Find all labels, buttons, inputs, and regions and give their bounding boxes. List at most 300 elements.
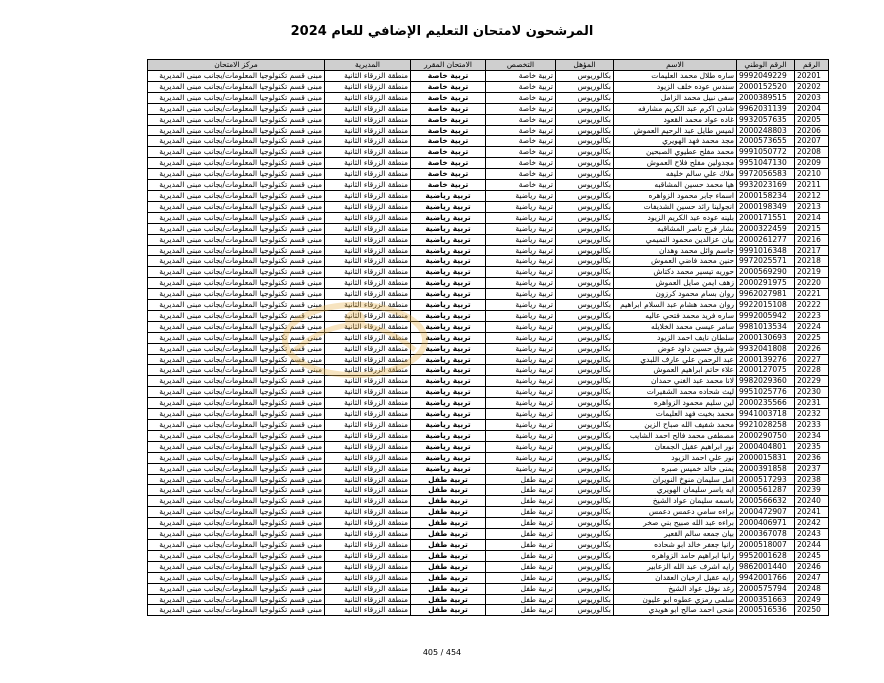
cell-spec: تربية طفل <box>486 518 556 529</box>
cell-exam: تربية خاصة <box>411 125 486 136</box>
cell-seq: 20227 <box>795 354 829 365</box>
cell-center: مبنى قسم تكنولوجيا المعلومات/بجانب مبنى المديرية <box>148 289 325 300</box>
table-row <box>148 463 829 474</box>
cell-center: مبنى قسم تكنولوجيا المعلومات/بجانب مبنى المديرية <box>148 201 325 212</box>
cell-qual: بكالوريوس <box>556 267 614 278</box>
cell-name: بيان جمعه سالم القعير <box>614 529 737 540</box>
cell-name: محمد شفيف الله صباح الزين <box>614 420 737 431</box>
cell-spec: تربية خاصة <box>486 158 556 169</box>
cell-center: مبنى قسم تكنولوجيا المعلومات/بجانب مبنى المديرية <box>148 594 325 605</box>
cell-name: روان بسام محمود كرزون <box>614 289 737 300</box>
cell-center: مبنى قسم تكنولوجيا المعلومات/بجانب مبنى المديرية <box>148 409 325 420</box>
cell-dir: منطقة الزرقاء الثانية <box>325 441 411 452</box>
page-title: المرشحون لامتحان التعليم الإضافي للعام 2024 <box>290 24 594 39</box>
cell-exam: تربية خاصة <box>411 180 486 191</box>
cell-spec: تربية رياضية <box>486 278 556 289</box>
table-row <box>148 147 829 158</box>
cell-name: ساره طلال محمد العليمات <box>614 71 737 82</box>
cell-dir: منطقة الزرقاء الثانية <box>325 147 411 158</box>
cell-nid: 2000130693 <box>737 332 795 343</box>
table-row <box>148 190 829 201</box>
cell-spec: تربية طفل <box>486 485 556 496</box>
cell-seq: 20242 <box>795 518 829 529</box>
cell-seq: 20207 <box>795 136 829 147</box>
cell-dir: منطقة الزرقاء الثانية <box>325 103 411 114</box>
table-row <box>148 398 829 409</box>
cell-nid: 9951025776 <box>737 387 795 398</box>
cell-dir: منطقة الزرقاء الثانية <box>325 321 411 332</box>
page-number: 405 / 454 <box>422 648 462 657</box>
cell-qual: بكالوريوس <box>556 496 614 507</box>
cell-seq: 20234 <box>795 430 829 441</box>
cell-seq: 20235 <box>795 441 829 452</box>
cell-center: مبنى قسم تكنولوجيا المعلومات/بجانب مبنى المديرية <box>148 180 325 191</box>
cell-qual: بكالوريوس <box>556 321 614 332</box>
cell-qual: بكالوريوس <box>556 278 614 289</box>
cell-qual: بكالوريوس <box>556 234 614 245</box>
cell-center: مبنى قسم تكنولوجيا المعلومات/بجانب مبنى المديرية <box>148 278 325 289</box>
cell-seq: 20240 <box>795 496 829 507</box>
cell-qual: بكالوريوس <box>556 223 614 234</box>
cell-exam: تربية رياضية <box>411 441 486 452</box>
cell-qual: بكالوريوس <box>556 409 614 420</box>
cell-seq: 20208 <box>795 147 829 158</box>
cell-nid: 9991050772 <box>737 147 795 158</box>
cell-seq: 20202 <box>795 81 829 92</box>
cell-nid: 9992005942 <box>737 310 795 321</box>
cell-dir: منطقة الزرقاء الثانية <box>325 539 411 550</box>
cell-spec: تربية رياضية <box>486 354 556 365</box>
cell-exam: تربية رياضية <box>411 365 486 376</box>
cell-name: مجدولين مفلح فلاح العموش <box>614 158 737 169</box>
cell-qual: بكالوريوس <box>556 572 614 583</box>
cell-qual: بكالوريوس <box>556 103 614 114</box>
cell-dir: منطقة الزرقاء الثانية <box>325 169 411 180</box>
cell-exam: تربية رياضية <box>411 190 486 201</box>
cell-center: مبنى قسم تكنولوجيا المعلومات/بجانب مبنى المديرية <box>148 212 325 223</box>
cell-seq: 20225 <box>795 332 829 343</box>
cell-dir: منطقة الزرقاء الثانية <box>325 376 411 387</box>
cell-nid: 2000235566 <box>737 398 795 409</box>
table-row <box>148 376 829 387</box>
cell-seq: 20217 <box>795 245 829 256</box>
cell-dir: منطقة الزرقاء الثانية <box>325 485 411 496</box>
table-row <box>148 267 829 278</box>
cell-spec: تربية رياضية <box>486 310 556 321</box>
cell-nid: 2000322459 <box>737 223 795 234</box>
cell-center: مبنى قسم تكنولوجيا المعلومات/بجانب مبنى المديرية <box>148 343 325 354</box>
cell-spec: تربية رياضية <box>486 376 556 387</box>
cell-seq: 20226 <box>795 343 829 354</box>
cell-spec: تربية رياضية <box>486 441 556 452</box>
cell-qual: بكالوريوس <box>556 114 614 125</box>
column-header-seq: الرقم <box>795 60 829 71</box>
cell-name: اسماء جابر محمود الزواهره <box>614 190 737 201</box>
cell-center: مبنى قسم تكنولوجيا المعلومات/بجانب مبنى المديرية <box>148 310 325 321</box>
cell-nid: 9992049229 <box>737 71 795 82</box>
cell-center: مبنى قسم تكنولوجيا المعلومات/بجانب مبنى المديرية <box>148 136 325 147</box>
cell-nid: 2000367078 <box>737 529 795 540</box>
cell-nid: 9972025571 <box>737 256 795 267</box>
cell-exam: تربية خاصة <box>411 147 486 158</box>
cell-name: غاده عواد محمد القعود <box>614 114 737 125</box>
cell-name: زهف ايمن صايل العموش <box>614 278 737 289</box>
cell-qual: بكالوريوس <box>556 245 614 256</box>
cell-dir: منطقة الزرقاء الثانية <box>325 158 411 169</box>
cell-name: مصطفى محمد فالح احمد الشايب <box>614 430 737 441</box>
cell-exam: تربية خاصة <box>411 136 486 147</box>
cell-seq: 20203 <box>795 92 829 103</box>
cell-center: مبنى قسم تكنولوجيا المعلومات/بجانب مبنى المديرية <box>148 125 325 136</box>
cell-spec: تربية طفل <box>486 572 556 583</box>
cell-seq: 20237 <box>795 463 829 474</box>
cell-nid: 9932057635 <box>737 114 795 125</box>
cell-nid: 2000248803 <box>737 125 795 136</box>
column-header-directorate: المديرية <box>325 60 411 71</box>
cell-center: مبنى قسم تكنولوجيا المعلومات/بجانب مبنى المديرية <box>148 474 325 485</box>
table-row <box>148 441 829 452</box>
cell-name: رايه عقيل ارخيان العقدان <box>614 572 737 583</box>
table-row <box>148 572 829 583</box>
cell-center: مبنى قسم تكنولوجيا المعلومات/بجانب مبنى المديرية <box>148 245 325 256</box>
cell-qual: بكالوريوس <box>556 452 614 463</box>
cell-name: شادن اكرم عبد الكريم مشارفه <box>614 103 737 114</box>
cell-name: يمنى خالد خميس صبره <box>614 463 737 474</box>
cell-dir: منطقة الزرقاء الثانية <box>325 201 411 212</box>
cell-exam: تربية خاصة <box>411 114 486 125</box>
cell-qual: بكالوريوس <box>556 507 614 518</box>
cell-name: سفى نبيل محمد الزامل <box>614 92 737 103</box>
cell-qual: بكالوريوس <box>556 485 614 496</box>
cell-name: هيا محمد حسين المشاقبه <box>614 180 737 191</box>
cell-name: علاء حاتم ابراهيم العموش <box>614 365 737 376</box>
cell-spec: تربية رياضية <box>486 452 556 463</box>
cell-spec: تربية رياضية <box>486 212 556 223</box>
cell-exam: تربية خاصة <box>411 158 486 169</box>
cell-center: مبنى قسم تكنولوجيا المعلومات/بجانب مبنى المديرية <box>148 507 325 518</box>
cell-spec: تربية خاصة <box>486 147 556 158</box>
cell-nid: 9862001440 <box>737 561 795 572</box>
cell-exam: تربية خاصة <box>411 71 486 82</box>
cell-nid: 2000152520 <box>737 81 795 92</box>
cell-dir: منطقة الزرقاء الثانية <box>325 452 411 463</box>
cell-dir: منطقة الزرقاء الثانية <box>325 474 411 485</box>
cell-nid: 9932041808 <box>737 343 795 354</box>
cell-dir: منطقة الزرقاء الثانية <box>325 245 411 256</box>
cell-center: مبنى قسم تكنولوجيا المعلومات/بجانب مبنى المديرية <box>148 387 325 398</box>
cell-qual: بكالوريوس <box>556 430 614 441</box>
cell-qual: بكالوريوس <box>556 158 614 169</box>
cell-seq: 20243 <box>795 529 829 540</box>
cell-center: مبنى قسم تكنولوجيا المعلومات/بجانب مبنى المديرية <box>148 463 325 474</box>
cell-seq: 20246 <box>795 561 829 572</box>
cell-qual: بكالوريوس <box>556 81 614 92</box>
cell-name: جاسم وائل محمد وهدان <box>614 245 737 256</box>
cell-center: مبنى قسم تكنولوجيا المعلومات/بجانب مبنى المديرية <box>148 354 325 365</box>
cell-name: بشار فرج ناصر المشاقبه <box>614 223 737 234</box>
cell-seq: 20220 <box>795 278 829 289</box>
cell-center: مبنى قسم تكنولوجيا المعلومات/بجانب مبنى المديرية <box>148 496 325 507</box>
cell-nid: 9922015108 <box>737 300 795 311</box>
table-row <box>148 561 829 572</box>
cell-dir: منطقة الزرقاء الثانية <box>325 81 411 92</box>
table-row <box>148 365 829 376</box>
cell-center: مبنى قسم تكنولوجيا المعلومات/بجانب مبنى المديرية <box>148 300 325 311</box>
cell-exam: تربية طفل <box>411 605 486 616</box>
cell-nid: 9951047130 <box>737 158 795 169</box>
cell-name: حنين محمد فاضي العموش <box>614 256 737 267</box>
cell-nid: 2000566632 <box>737 496 795 507</box>
cell-seq: 20215 <box>795 223 829 234</box>
cell-nid: 9982029360 <box>737 376 795 387</box>
cell-nid: 2000351663 <box>737 594 795 605</box>
cell-qual: بكالوريوس <box>556 376 614 387</box>
cell-spec: تربية رياضية <box>486 332 556 343</box>
cell-dir: منطقة الزرقاء الثانية <box>325 343 411 354</box>
cell-qual: بكالوريوس <box>556 332 614 343</box>
table-row <box>148 114 829 125</box>
cell-exam: تربية خاصة <box>411 169 486 180</box>
table-row <box>148 507 829 518</box>
cell-qual: بكالوريوس <box>556 463 614 474</box>
table-row <box>148 420 829 431</box>
cell-dir: منطقة الزرقاء الثانية <box>325 572 411 583</box>
cell-spec: تربية رياضية <box>486 365 556 376</box>
table-row <box>148 583 829 594</box>
cell-center: مبنى قسم تكنولوجيا المعلومات/بجانب مبنى المديرية <box>148 561 325 572</box>
cell-dir: منطقة الزرقاء الثانية <box>325 409 411 420</box>
cell-center: مبنى قسم تكنولوجيا المعلومات/بجانب مبنى المديرية <box>148 114 325 125</box>
cell-nid: 2000158234 <box>737 190 795 201</box>
cell-exam: تربية خاصة <box>411 103 486 114</box>
cell-dir: منطقة الزرقاء الثانية <box>325 420 411 431</box>
cell-spec: تربية طفل <box>486 583 556 594</box>
cell-spec: تربية خاصة <box>486 125 556 136</box>
cell-spec: تربية خاصة <box>486 71 556 82</box>
cell-dir: منطقة الزرقاء الثانية <box>325 605 411 616</box>
table-header-row <box>148 60 829 71</box>
cell-spec: تربية خاصة <box>486 103 556 114</box>
table-row <box>148 387 829 398</box>
cell-qual: بكالوريوس <box>556 550 614 561</box>
cell-exam: تربية طفل <box>411 583 486 594</box>
cell-dir: منطقة الزرقاء الثانية <box>325 365 411 376</box>
cell-qual: بكالوريوس <box>556 605 614 616</box>
table-row <box>148 354 829 365</box>
cell-spec: تربية رياضية <box>486 289 556 300</box>
cell-name: رايه اشرف عبد الله الزعابير <box>614 561 737 572</box>
cell-exam: تربية رياضية <box>411 430 486 441</box>
cell-seq: 20219 <box>795 267 829 278</box>
cell-seq: 20250 <box>795 605 829 616</box>
cell-spec: تربية رياضية <box>486 256 556 267</box>
cell-exam: تربية رياضية <box>411 332 486 343</box>
cell-center: مبنى قسم تكنولوجيا المعلومات/بجانب مبنى المديرية <box>148 223 325 234</box>
cell-spec: تربية طفل <box>486 561 556 572</box>
cell-qual: بكالوريوس <box>556 190 614 201</box>
cell-nid: 9942001766 <box>737 572 795 583</box>
cell-nid: 2000291975 <box>737 278 795 289</box>
cell-spec: تربية رياضية <box>486 409 556 420</box>
cell-nid: 2000516536 <box>737 605 795 616</box>
cell-exam: تربية رياضية <box>411 343 486 354</box>
cell-center: مبنى قسم تكنولوجيا المعلومات/بجانب مبنى المديرية <box>148 583 325 594</box>
cell-exam: تربية رياضية <box>411 463 486 474</box>
cell-spec: تربية رياضية <box>486 387 556 398</box>
column-header-scheduled-exam: الامتحان المقرر <box>411 60 486 71</box>
cell-qual: بكالوريوس <box>556 518 614 529</box>
column-header-specialization: التخصص <box>486 60 556 71</box>
cell-name: ملاك علي سالم خليفه <box>614 169 737 180</box>
cell-dir: منطقة الزرقاء الثانية <box>325 550 411 561</box>
table-row <box>148 474 829 485</box>
cell-spec: تربية طفل <box>486 594 556 605</box>
table-row <box>148 169 829 180</box>
cell-center: مبنى قسم تكنولوجيا المعلومات/بجانب مبنى المديرية <box>148 441 325 452</box>
cell-spec: تربية خاصة <box>486 169 556 180</box>
cell-dir: منطقة الزرقاء الثانية <box>325 430 411 441</box>
cell-name: بلينه عوده عبد الكريم الزيود <box>614 212 737 223</box>
cell-nid: 2000261277 <box>737 234 795 245</box>
cell-qual: بكالوريوس <box>556 289 614 300</box>
cell-qual: بكالوريوس <box>556 169 614 180</box>
cell-seq: 20214 <box>795 212 829 223</box>
cell-nid: 9981013534 <box>737 321 795 332</box>
cell-nid: 9921028258 <box>737 420 795 431</box>
table-row <box>148 485 829 496</box>
cell-name: شروق حسين داود عوض <box>614 343 737 354</box>
cell-seq: 20239 <box>795 485 829 496</box>
cell-center: مبنى قسم تكنولوجيا المعلومات/بجانب مبنى المديرية <box>148 332 325 343</box>
cell-nid: 9962031139 <box>737 103 795 114</box>
cell-qual: بكالوريوس <box>556 125 614 136</box>
cell-exam: تربية طفل <box>411 474 486 485</box>
cell-center: مبنى قسم تكنولوجيا المعلومات/بجانب مبنى المديرية <box>148 169 325 180</box>
cell-exam: تربية رياضية <box>411 267 486 278</box>
cell-seq: 20212 <box>795 190 829 201</box>
cell-center: مبنى قسم تكنولوجيا المعلومات/بجانب مبنى المديرية <box>148 267 325 278</box>
cell-exam: تربية رياضية <box>411 376 486 387</box>
cell-nid: 2000389515 <box>737 92 795 103</box>
cell-center: مبنى قسم تكنولوجيا المعلومات/بجانب مبنى المديرية <box>148 398 325 409</box>
cell-spec: تربية طفل <box>486 474 556 485</box>
cell-seq: 20221 <box>795 289 829 300</box>
cell-spec: تربية طفل <box>486 539 556 550</box>
cell-exam: تربية طفل <box>411 518 486 529</box>
cell-qual: بكالوريوس <box>556 212 614 223</box>
cell-nid: 2000406971 <box>737 518 795 529</box>
cell-nid: 2000290750 <box>737 430 795 441</box>
cell-dir: منطقة الزرقاء الثانية <box>325 583 411 594</box>
cell-seq: 20222 <box>795 300 829 311</box>
cell-nid: 2000198349 <box>737 201 795 212</box>
cell-name: سندس عوده خلف الزيود <box>614 81 737 92</box>
cell-dir: منطقة الزرقاء الثانية <box>325 223 411 234</box>
cell-center: مبنى قسم تكنولوجيا المعلومات/بجانب مبنى المديرية <box>148 539 325 550</box>
table-row <box>148 300 829 311</box>
table-row <box>148 289 829 300</box>
cell-seq: 20229 <box>795 376 829 387</box>
cell-exam: تربية رياضية <box>411 321 486 332</box>
cell-qual: بكالوريوس <box>556 343 614 354</box>
cell-dir: منطقة الزرقاء الثانية <box>325 310 411 321</box>
cell-exam: تربية طفل <box>411 529 486 540</box>
cell-name: بيان عزالدين محمود التميمي <box>614 234 737 245</box>
cell-seq: 20232 <box>795 409 829 420</box>
table-row <box>148 409 829 420</box>
cell-qual: بكالوريوس <box>556 180 614 191</box>
cell-seq: 20249 <box>795 594 829 605</box>
cell-dir: منطقة الزرقاء الثانية <box>325 289 411 300</box>
cell-exam: تربية خاصة <box>411 92 486 103</box>
cell-spec: تربية رياضية <box>486 267 556 278</box>
cell-seq: 20201 <box>795 71 829 82</box>
cell-seq: 20206 <box>795 125 829 136</box>
cell-nid: 2000472907 <box>737 507 795 518</box>
cell-exam: تربية رياضية <box>411 387 486 398</box>
table-row <box>148 103 829 114</box>
cell-name: محمد مفلح عطيوي الصبحين <box>614 147 737 158</box>
cell-dir: منطقة الزرقاء الثانية <box>325 529 411 540</box>
cell-dir: منطقة الزرقاء الثانية <box>325 136 411 147</box>
cell-center: مبنى قسم تكنولوجيا المعلومات/بجانب مبنى المديرية <box>148 485 325 496</box>
cell-center: مبنى قسم تكنولوجيا المعلومات/بجانب مبنى المديرية <box>148 550 325 561</box>
column-header-national-id: الرقم الوطني <box>737 60 795 71</box>
cell-spec: تربية رياضية <box>486 420 556 431</box>
table-row <box>148 278 829 289</box>
cell-dir: منطقة الزرقاء الثانية <box>325 267 411 278</box>
cell-exam: تربية رياضية <box>411 212 486 223</box>
table-row <box>148 594 829 605</box>
cell-spec: تربية رياضية <box>486 343 556 354</box>
column-header-qualification: المؤهل <box>556 60 614 71</box>
cell-center: مبنى قسم تكنولوجيا المعلومات/بجانب مبنى المديرية <box>148 518 325 529</box>
cell-qual: بكالوريوس <box>556 365 614 376</box>
cell-nid: 2000127075 <box>737 365 795 376</box>
cell-exam: تربية رياضية <box>411 201 486 212</box>
cell-exam: تربية رياضية <box>411 398 486 409</box>
cell-nid: 2000561287 <box>737 485 795 496</box>
cell-qual: بكالوريوس <box>556 539 614 550</box>
cell-seq: 20248 <box>795 583 829 594</box>
cell-seq: 20233 <box>795 420 829 431</box>
cell-center: مبنى قسم تكنولوجيا المعلومات/بجانب مبنى المديرية <box>148 234 325 245</box>
cell-name: نور علي احمد الزيود <box>614 452 737 463</box>
cell-qual: بكالوريوس <box>556 300 614 311</box>
cell-exam: تربية طفل <box>411 550 486 561</box>
cell-spec: تربية رياضية <box>486 223 556 234</box>
cell-nid: 2000391858 <box>737 463 795 474</box>
cell-exam: تربية طفل <box>411 485 486 496</box>
cell-center: مبنى قسم تكنولوجيا المعلومات/بجانب مبنى المديرية <box>148 452 325 463</box>
table-row <box>148 605 829 616</box>
cell-seq: 20213 <box>795 201 829 212</box>
table-row <box>148 201 829 212</box>
cell-dir: منطقة الزرقاء الثانية <box>325 256 411 267</box>
cell-dir: منطقة الزرقاء الثانية <box>325 114 411 125</box>
cell-spec: تربية طفل <box>486 496 556 507</box>
cell-dir: منطقة الزرقاء الثانية <box>325 387 411 398</box>
table-row <box>148 158 829 169</box>
cell-qual: بكالوريوس <box>556 136 614 147</box>
cell-spec: تربية طفل <box>486 507 556 518</box>
cell-center: مبنى قسم تكنولوجيا المعلومات/بجانب مبنى المديرية <box>148 147 325 158</box>
cell-dir: منطقة الزرقاء الثانية <box>325 300 411 311</box>
table-row <box>148 343 829 354</box>
cell-spec: تربية رياضية <box>486 398 556 409</box>
cell-spec: تربية رياضية <box>486 234 556 245</box>
table-row <box>148 452 829 463</box>
